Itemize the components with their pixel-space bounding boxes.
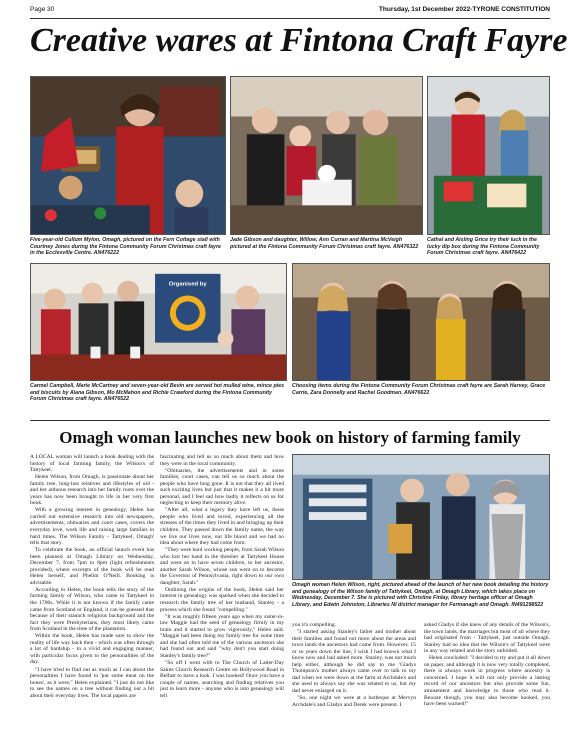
photo-book-launch-image bbox=[293, 455, 549, 579]
section-rule bbox=[30, 420, 550, 421]
article-paragraph: "I started asking Stanley's father and mother about their families and found out more about the areas and town lands the ancestors had come from. However, 15 or so years down the line, I wish I had known what I know now and had asked more. Stanley, was not much help either, although he did say to me 'Gladys Thompson's mother always came over to talk to my dad when we were down at the farm at Archdale's and she used to always say she was related to us, but my dad never enlarged on it. bbox=[292, 629, 416, 694]
photo-mulled-wine-stall bbox=[30, 263, 287, 381]
article-paragraph: Outlining the origins of the book, Helen said her interest in genealogy was sparked when she decided to research the family tree of her husband, Stanley - a process which she found "compelling." bbox=[160, 586, 284, 613]
photo-lucky-dip-image bbox=[428, 77, 549, 234]
photo-craft-stall-caption: Five-year-old Cullum Mylon, Omagh, pictured on the Fern Cottage stall with Courtney Jones during the Fintona Community Forum Christmas craft fayre in the Ecclesville Centre. AN476222 bbox=[30, 237, 222, 257]
photo-lucky-dip bbox=[427, 76, 550, 235]
date-line: Thursday, 1st December 2022-TYRONE CONSTITUTION bbox=[378, 6, 550, 13]
article-paragraph: asked Gladys if she knew of any details of the Wilson's, the town lands, the marriages but most of all where they had originated from - Tattykeel, just outside Omagh. Stanley had no idea that the Wilson's of Tattykeel were in any way related and the story unfolded. bbox=[424, 622, 550, 655]
page-number: Page 30 bbox=[30, 6, 55, 13]
photo-book-launch-caption: Omagh woman Helen Wilson, right, pictured ahead of the launch of her new book detailing the history and genealogy of the Wilson family of Tattykeel, Omagh, at Omagh Library, which takes place on Wednesday, December 7. She is pictured with Christine Finlay, library heritage officer at Omagh Library, and Edwin Johnston, Libraries NI district manager for Fermanagh and Omagh. IN491298522 bbox=[292, 582, 549, 608]
photo-group-family bbox=[230, 76, 423, 235]
article-paragraph: According to Helen, the book tells the story of the farming family of Wilson, who came to Tattykeel in the 1700s. While it is not known if the family came came from Scotland or England, it can be guessed that because of their staunch religious background and the fact they were Presbyterians, they most likely came from Scotland in the time of the plantation. bbox=[30, 586, 154, 633]
article-column-4 bbox=[424, 622, 550, 730]
folio bbox=[30, 6, 550, 18]
photo-choosing-items-image bbox=[293, 264, 549, 380]
photo-mulled-wine-stall-image bbox=[31, 264, 286, 380]
article-paragraph: Helen Wilson, from Omagh, is passionate about her family tree, long-lost relatives and lifestyles of old - and her arduous research into her family roots over the years has now been brought to life in her very first book. bbox=[30, 474, 154, 507]
article-paragraph: Within the book, Helen has made sure to show the reality of life way back then - which was often through a lot of hardship - in a vivid and engaging manner, with particular focus given to the personalities of the day. bbox=[30, 633, 154, 666]
photo-mulled-wine-caption: Carmel Campbell, Marie McCartney and seven-year-old Bevin are served hot mulled wine, mince pies and biscuits by Alana Gibson, Mo McMahon and Richie Crawford during the Fintona Community Forum Christmas craft fayre. AN476522 bbox=[30, 383, 285, 403]
photo-choosing-items-caption: Choosing items during the Fintona Community Forum Christmas craft fayre are Sarah Harvey, Grace Carrie, Zara Donnelly and Rachel Goodman. AN476622 bbox=[292, 383, 546, 396]
article-column-2 bbox=[160, 454, 284, 730]
article-paragraph: "So off I went with to The Church of Latter-Day Saints Church Research Centre on Hollywood Road in Belfast to have a look. I was hooked! Once you have a couple of names, searching and finding relatives you just to learn more - anyone who is into genealogy will tell bbox=[160, 659, 284, 699]
article-paragraph: "It was roughly fifteen years ago when my sister-in-law Maggie had the seed of genealogy firmly in my brain and it started to grow vigorously," Helen said. "Maggie had been doing my family tree for some time and she had often told me of the various ancestors she had found out and said "why don't you start doing Stanley's family tree?" bbox=[160, 613, 284, 659]
organised-by-banner-text: Organised by bbox=[168, 281, 207, 288]
book-launch-headline: Omagh woman launches new book on history of farming family bbox=[59, 428, 521, 447]
photo-craft-stall bbox=[30, 76, 226, 235]
photo-lucky-dip-caption: Cathal and Aisling Grice try their luck in the lucky dip box during the Fintona Community Forum Christmas craft fayre. AN476422 bbox=[427, 237, 540, 257]
article-paragraph: "I have tried to find out as much as I can about the personalities I have found to 'put some meat on the bones', as it were," Helen explained. "I just do not like to see the names on a tree without finding out a bit about their everyday lives. The local papers are bbox=[30, 666, 154, 699]
article-paragraph: fascinating and tell us so much about them and how they were in the local community. bbox=[160, 454, 284, 467]
photo-craft-stall-image bbox=[31, 77, 225, 234]
article-paragraph: Helen concluded: "I decided to try and put it all down on paper, and although it is now very totally completed, there is always work in progress where ancestry is concerned. I hope it will not only provide a lasting record of our ancestors but also provide some fun, amusement and knowledge to those who read it. Beware though, you may also become hooked, you have been warned!" bbox=[424, 655, 550, 708]
article-paragraph: A LOCAL woman will launch a book dealing with the history of local farming family, the Wilson's of Tattykeel. bbox=[30, 454, 154, 474]
article-paragraph: "So, one night we were at a barbeque at Mervyn Archdale's and Gladys and Derek were present. I bbox=[292, 695, 416, 708]
article-paragraph: "After all, what a legacy they have left us, those people who lived and loved, experiencing all the stresses of the times they lived in and bringing up their children. They passed down the family name, the way we live our lives now, our life blood and we had no idea about where they had come from. bbox=[160, 507, 284, 547]
craft-fayre-headline: Creative wares at Fintona Craft Fayre bbox=[30, 22, 568, 59]
article-paragraph: "They were hard working people, from Sarah Wilson who lost her hand in the thresher at Tattykeel House and went on to have seven children, to her ancestor, another Sarah Wilson, whose son went on to become the Governor of Pennsylvania, right down to our own daughter, Sarah." bbox=[160, 547, 284, 586]
article-paragraph: To celebrate the book, an official launch event has been planned at Omagh Library on Wednesday, December 7, from 7pm to 8pm (light refreshments provided), where excerpts of the book will be read Helen herself, and Phelim O'Neill. Booking is advisable. bbox=[30, 547, 154, 586]
photo-choosing-items bbox=[292, 263, 550, 381]
article-column-3 bbox=[292, 622, 416, 730]
article-column-1 bbox=[30, 454, 154, 730]
photo-book-launch bbox=[292, 454, 550, 580]
article-paragraph: "Obituaries, the advertisements and in some families, court cases, can tell us so much about the people who have long gone. It is not that they all lived such exciting lives but just that it makes it a bit more personal, and I feel sad how badly it reflects on us for neglecting to keep their memory alive. bbox=[160, 467, 284, 507]
article-paragraph: you it's compelling. bbox=[292, 622, 337, 628]
top-rule bbox=[30, 18, 550, 19]
photo-group-family-caption: Jade Gibson and daughter, Willow, Ann Curran and Martina McVeigh pictured at the Fintona Community Forum Christmas craft fayre. AN476322 bbox=[230, 237, 419, 250]
photo-group-family-image bbox=[231, 77, 422, 234]
article-paragraph: With a growing interest in genealogy, Helen has carried out extensive research into old newspapers, advertisements, obituaries and court cases, covers the everyday love, work life and raising large families in hard times. The Wilson Family - Tattykeel, Omagh' tells that story. bbox=[30, 507, 154, 547]
